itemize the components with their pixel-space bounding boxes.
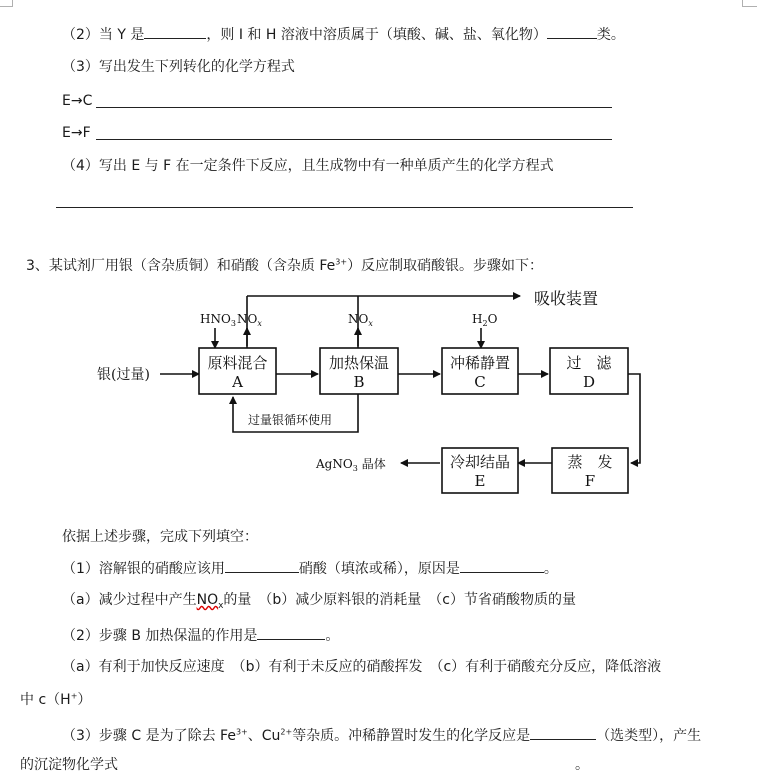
q3-eq2-answer-line[interactable] [96,139,612,140]
after-q1-opts-tail: 的量 （b）减少原料银的消耗量 （c）节省硝酸物质的量 [223,592,577,608]
nox-b-label: $NO_x$ [348,312,373,328]
box-f-name: 蒸 发 [567,453,613,471]
q3-eq1-label: E→C [62,93,93,109]
q2-answer-blank-1[interactable] [144,24,206,39]
problem3-intro-tail: ）反应制取硝酸银。步骤如下： [347,258,544,274]
after-q1-opts: （a）减少过程中产生 [62,592,197,608]
page-corner-mark-left [0,0,13,7]
after-q1-a: （1）溶解银的硝酸应该用 [62,561,225,577]
after-q2-options: （a）有利于加快反应速度 （b）有利于未反应的硝酸挥发 （c）有利于硝酸充分反应，降低溶液 [62,659,662,675]
nox-a-label: $NO_x$ [237,312,262,328]
box-e-name: 冷却结晶 [449,453,511,471]
after-q1-options [62,591,576,609]
after-q3-fe-charge: 3+ [235,727,248,737]
after-q1-c: 。 [543,561,558,577]
q2-answer-blank-2[interactable] [547,24,597,39]
box-b-name: 加热保温 [328,354,390,372]
box-b-letter: B [353,373,365,391]
after-q3-c: （选类型），产生 [596,728,702,744]
after-q3-cont [20,756,118,774]
after-q2-blank[interactable] [257,625,325,640]
q2-part-label: （2） [62,27,99,43]
box-a-letter: A [232,373,243,391]
hno3-label: $HNO_3$ [200,312,236,328]
q3-eq1-answer-line[interactable] [96,107,612,108]
q2-line [62,24,625,44]
q2-prefix: 当 Y 是 [98,27,145,43]
after-q1-nox: $NO_x$ [196,592,224,611]
after-q2-cont [20,691,91,709]
after-q2-b: 。 [325,628,340,644]
after-q3 [62,725,701,745]
after-q3-end: 。 [575,757,589,773]
box-d-name: 过 滤 [566,354,612,372]
recycle-label: 过量银循环使用 [248,413,333,427]
instruction: 依据上述步骤，完成下列填空： [62,529,258,545]
after-q1-blank-1[interactable] [225,558,299,573]
page-corner-mark-right [742,0,757,7]
after-q3-a: （3）步骤 C 是为了除去 Fe [62,728,236,744]
problem3-fe-charge: 3+ [335,257,348,267]
problem3-intro [26,257,543,275]
after-q2-cont-text: 中 c（H [20,692,71,708]
q2-suffix: 类。 [596,27,625,43]
after-q3-blank[interactable] [530,725,596,740]
after-q3-mid: 、Cu [247,728,281,744]
product-label: AgNO$_3$ 晶体 [316,457,386,473]
q4-answer-line[interactable] [56,207,633,208]
box-d-letter: D [582,373,596,391]
q4-label: （4）写出 E 与 F 在一定条件下反应，且生成物中有一种单质产生的化学方程式 [62,158,554,174]
after-q2-a: （2）步骤 B 加热保温的作用是 [62,628,258,644]
after-q3-b: 等杂质。冲稀静置时发生的化学反应是 [292,728,531,744]
q2-middle: ，则 I 和 H 溶液中溶质属于（填酸、碱、盐、氧化物） [206,27,547,43]
process-flow-diagram [0,282,771,542]
after-q1 [62,558,558,578]
after-q2-h-charge: + [70,691,78,701]
q3-label: （3）写出发生下列转化的化学方程式 [62,59,295,75]
h2o-label: $H_2O$ [472,312,498,328]
silver-input-label: 银(过量) [97,367,150,383]
after-q3-cont-text: 的沉淀物化学式 [20,757,118,773]
after-q1-blank-2[interactable] [460,558,544,573]
problem3-intro-text: 3、某试剂厂用银（含杂质铜）和硝酸（含杂质 Fe [26,258,336,274]
box-f-letter: F [584,472,596,490]
after-q2 [62,625,339,645]
box-a-name: 原料混合 [207,354,268,372]
arrow-d-to-f [628,374,640,463]
box-c-letter: C [474,373,486,391]
after-q2-cont-tail: ） [77,692,92,708]
after-q3-cu-charge: 2+ [280,727,293,737]
after-q1-b: 硝酸（填浓或稀），原因是 [298,561,460,577]
absorb-label: 吸收装置 [534,289,599,308]
box-e-letter: E [474,472,486,490]
q3-eq2-label: E→F [62,125,91,141]
box-c-name: 冲稀静置 [449,354,511,372]
